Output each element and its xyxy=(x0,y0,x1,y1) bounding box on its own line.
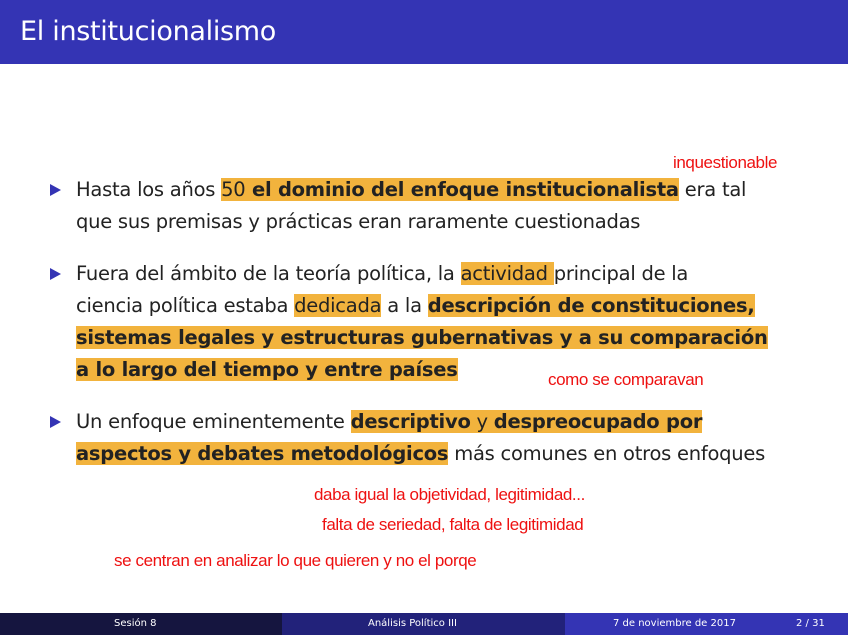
bullet-1-line-1 xyxy=(76,176,746,204)
footer-date: 7 de noviembre de 2017 xyxy=(613,618,736,629)
annotation-daba-igual: daba igual la objetividad, legitimidad... xyxy=(314,485,585,504)
footer-date-segment xyxy=(565,613,848,635)
bullet-1-line-2 xyxy=(76,208,640,236)
highlighted-text: dedicada xyxy=(294,294,382,317)
highlighted-text: y xyxy=(470,410,494,433)
slide-header xyxy=(0,0,848,64)
footer-session: Sesión 8 xyxy=(114,618,157,629)
text-run: era tal xyxy=(678,178,747,201)
text-run: Hasta los años xyxy=(76,178,222,201)
highlighted-text: actividad xyxy=(460,262,554,285)
slide-footer xyxy=(0,613,848,635)
text-run: más comunes en otros enfoques xyxy=(448,442,766,465)
highlighted-text: a lo largo del tiempo y entre países xyxy=(76,358,458,381)
bullet-arrow-icon xyxy=(50,268,61,280)
annotation-inquestionable: inquestionable xyxy=(673,153,778,172)
highlighted-text: el dominio del enfoque institucionalista xyxy=(245,178,679,201)
highlighted-text: despreocupado por xyxy=(493,410,703,433)
slide-title: El institucionalismo xyxy=(20,16,277,47)
annotation-se-centran: se centran en analizar lo que quieren y no el porqe xyxy=(114,551,477,570)
highlighted-text: aspectos y debates metodológicos xyxy=(76,442,449,465)
highlighted-text: 50 xyxy=(221,178,246,201)
footer-course: Análisis Político III xyxy=(368,618,457,629)
bullet-3-line-1 xyxy=(76,408,702,436)
footer-page-number: 2 / 31 xyxy=(796,618,825,629)
bullet-2-line-4 xyxy=(76,356,458,384)
text-run: principal de la xyxy=(553,262,689,285)
bullet-2-line-2 xyxy=(76,292,755,320)
bullet-2-line-3 xyxy=(76,324,768,352)
footer-course-segment xyxy=(282,613,565,635)
annotation-como-se-comparavan: como se comparavan xyxy=(548,370,704,389)
text-run: que sus premisas y prácticas eran raramente cuestionadas xyxy=(76,210,641,233)
bullet-3-line-2 xyxy=(76,440,765,468)
bullet-arrow-icon xyxy=(50,416,61,428)
annotation-falta-de-seriedad: falta de seriedad, falta de legitimidad xyxy=(322,515,584,534)
bullet-arrow-icon xyxy=(50,184,61,196)
text-run: Fuera del ámbito de la teoría política, la xyxy=(76,262,461,285)
text-run: a la xyxy=(381,294,428,317)
text-run: Un enfoque eminentemente xyxy=(76,410,351,433)
highlighted-text: descripción de constituciones, xyxy=(427,294,755,317)
footer-session-segment xyxy=(0,613,282,635)
text-run: ciencia política estaba xyxy=(76,294,295,317)
highlighted-text: descriptivo xyxy=(350,410,471,433)
highlighted-text: sistemas legales y estructuras gubernativas y a su comparación xyxy=(76,326,768,349)
bullet-2-line-1 xyxy=(76,260,688,288)
